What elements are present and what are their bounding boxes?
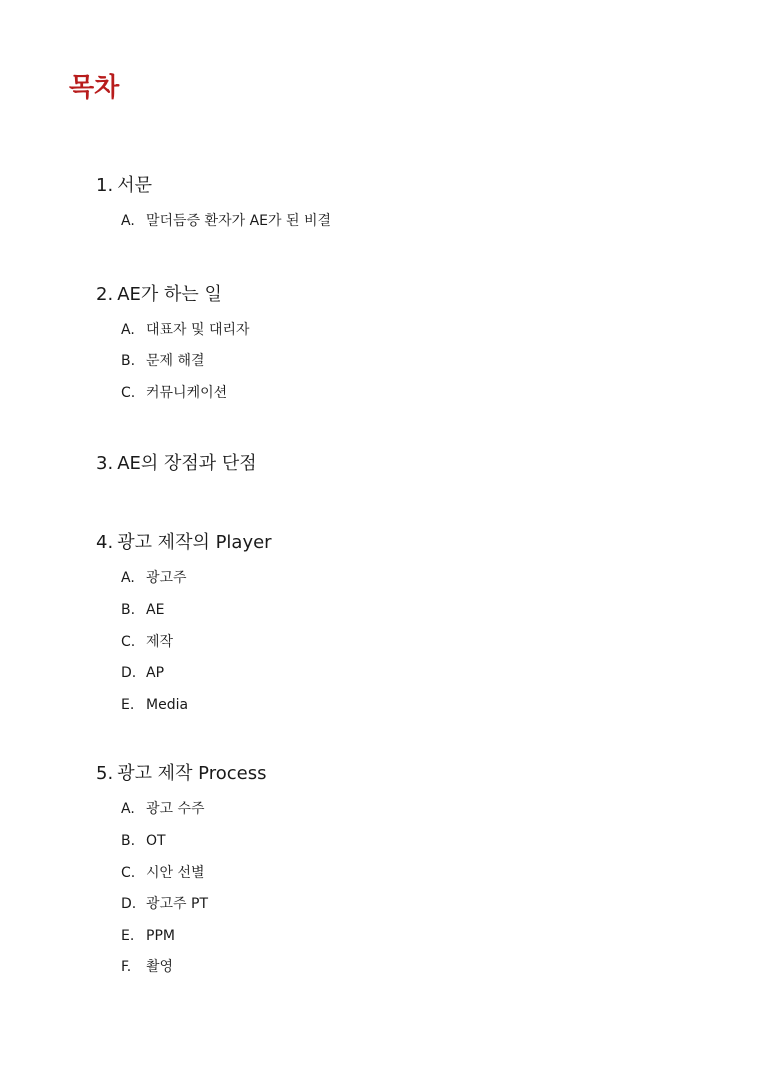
subsection-list xyxy=(121,206,696,238)
subsection-item xyxy=(121,826,696,858)
section-title: 서문 xyxy=(117,175,152,196)
subsection-text: PPM xyxy=(146,927,175,944)
subsection-item xyxy=(121,794,696,826)
section-title: AE가 하는 일 xyxy=(117,283,222,305)
toc-section xyxy=(96,448,696,480)
subsection-text: 문제 해결 xyxy=(146,353,205,370)
section-number: 3. xyxy=(96,453,114,475)
subsection-letter: B. xyxy=(121,601,136,618)
subsection-text: 커뮤니케이션 xyxy=(146,384,228,401)
toc-section xyxy=(96,279,696,410)
section-number: 5. xyxy=(96,763,114,785)
subsection-item xyxy=(121,889,696,921)
subsection-text: 제작 xyxy=(146,633,174,650)
subsection-item xyxy=(121,858,696,890)
section-heading xyxy=(96,758,696,790)
subsection-text: AP xyxy=(146,665,165,682)
subsection-text: 광고 수주 xyxy=(146,801,205,818)
subsection-item xyxy=(121,658,696,690)
subsection-letter: E. xyxy=(121,696,135,713)
subsection-letter: A. xyxy=(121,570,135,587)
subsection-text: 대표자 및 대리자 xyxy=(146,321,250,338)
subsection-text: 말더듬증 환자가 AE가 된 비결 xyxy=(146,213,331,229)
subsection-letter: E. xyxy=(121,927,135,944)
section-heading xyxy=(96,527,696,559)
toc-section xyxy=(96,758,696,984)
section-heading xyxy=(96,279,696,311)
section-title: AE의 장점과 단점 xyxy=(117,453,257,475)
subsection-letter: A. xyxy=(121,801,135,818)
toc-list xyxy=(96,170,696,984)
subsection-text: OT xyxy=(146,832,166,849)
section-number: 2. xyxy=(96,283,114,305)
subsection-item xyxy=(121,921,696,953)
subsection-letter: D. xyxy=(121,665,137,682)
subsection-item xyxy=(121,595,696,627)
subsection-item xyxy=(121,206,696,238)
subsection-letter: C. xyxy=(121,384,136,401)
subsection-item xyxy=(121,627,696,659)
subsection-text: 시안 선별 xyxy=(146,864,205,881)
section-number: 4. xyxy=(96,532,114,554)
subsection-item xyxy=(121,690,696,722)
toc-title: 목차 xyxy=(69,73,120,103)
toc-section xyxy=(96,527,696,721)
toc-section xyxy=(96,170,696,238)
subsection-letter: A. xyxy=(121,213,135,229)
subsection-item xyxy=(121,378,696,410)
subsection-item xyxy=(121,346,696,378)
subsection-letter: C. xyxy=(121,633,136,650)
subsection-text: 광고주 PT xyxy=(146,896,209,913)
subsection-letter: A. xyxy=(121,321,135,338)
subsection-list xyxy=(121,315,696,410)
subsection-letter: F. xyxy=(121,959,132,976)
section-heading xyxy=(96,448,696,480)
subsection-letter: B. xyxy=(121,353,136,370)
section-title: 광고 제작의 Player xyxy=(117,532,272,554)
subsection-text: AE xyxy=(146,601,165,618)
subsection-item xyxy=(121,952,696,984)
subsection-list xyxy=(121,563,696,721)
subsection-list xyxy=(121,794,696,984)
section-heading xyxy=(96,170,696,202)
section-title: 광고 제작 Process xyxy=(117,763,267,785)
subsection-letter: C. xyxy=(121,864,136,881)
subsection-item xyxy=(121,315,696,347)
section-number: 1. xyxy=(96,175,114,196)
subsection-text: 광고주 xyxy=(146,570,187,587)
subsection-text: 촬영 xyxy=(146,959,174,976)
subsection-text: Media xyxy=(146,696,189,713)
subsection-letter: D. xyxy=(121,896,137,913)
subsection-letter: B. xyxy=(121,832,136,849)
subsection-item xyxy=(121,563,696,595)
